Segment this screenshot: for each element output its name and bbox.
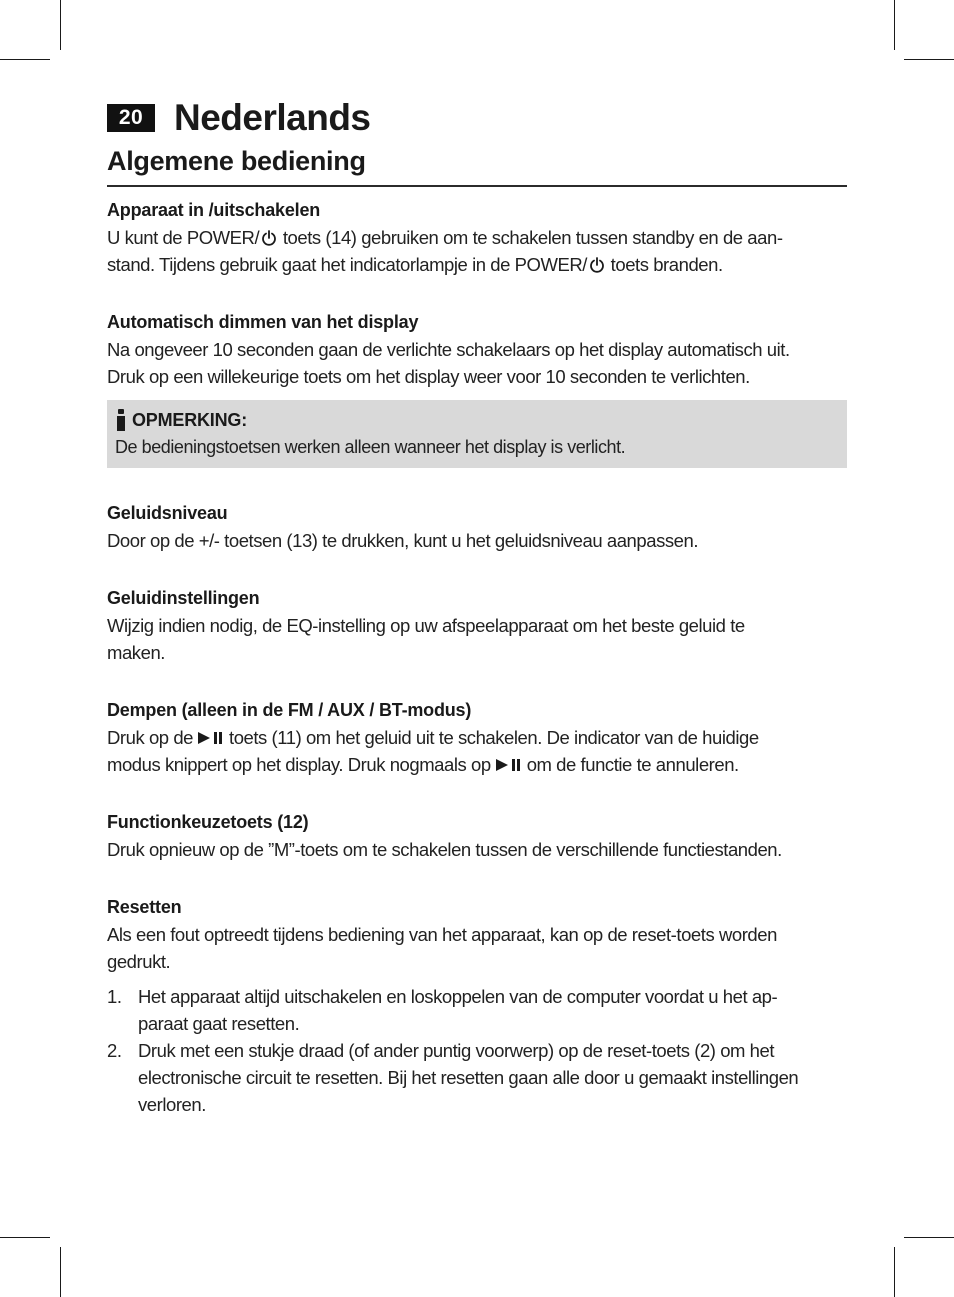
crop-mark — [894, 0, 895, 50]
text-line: gedrukt. — [107, 951, 171, 972]
crop-mark — [0, 59, 50, 60]
text-line: Als een fout optreedt tijdens bediening van het apparaat, kan op de reset-toets worden — [107, 924, 777, 945]
crop-mark — [894, 1247, 895, 1297]
power-paragraph — [107, 224, 847, 278]
power-icon — [589, 257, 605, 273]
crop-mark — [0, 1237, 50, 1238]
text-line: Druk op een willekeurige toets om het display weer voor 10 seconden te verlichten. — [107, 366, 750, 387]
page-number: 20 — [107, 104, 155, 132]
text-run: om de functie te annuleren. — [526, 754, 739, 775]
volume-text: Door op de +/- toetsen (13) te drukken, kunt u het geluidsniveau aanpassen. — [107, 530, 699, 551]
dimming-paragraph — [107, 336, 847, 390]
list-item — [107, 983, 847, 1037]
section-power — [107, 197, 847, 278]
note-heading: OPMERKING: — [132, 410, 248, 430]
text-line: electronische circuit te resetten. Bij het resetten gaan alle door u gemaakt instellingen — [138, 1067, 799, 1088]
reset-paragraph — [107, 921, 847, 975]
text-run: stand. Tijdens gebruik gaat het indicatorlampje in de POWER/ — [107, 254, 587, 275]
text-line: Wijzig indien nodig, de EQ-instelling op uw afspeelapparaat om het beste geluid te — [107, 615, 745, 636]
note-box — [107, 400, 847, 468]
list-number: 2. — [107, 1040, 122, 1061]
dimming-heading: Automatisch dimmen van het display — [107, 312, 419, 332]
reset-steps — [107, 983, 847, 1118]
note-text: De bedieningstoetsen werken alleen wanneer het display is verlicht. — [115, 437, 626, 457]
power-heading: Apparaat in /uitschakelen — [107, 200, 321, 220]
crop-mark — [904, 59, 954, 60]
list-item — [107, 1037, 847, 1118]
language-title: Nederlands — [174, 97, 371, 138]
reset-heading: Resetten — [107, 897, 182, 917]
section-title: Algemene bediening — [107, 144, 847, 187]
crop-mark — [60, 1247, 61, 1297]
section-function — [107, 809, 847, 863]
function-text: Druk opnieuw op de ”M”-toets om te schakelen tussen de verschillende functiestanden. — [107, 839, 782, 860]
text-run: toets branden. — [610, 254, 723, 275]
function-heading: Functionkeuzetoets (12) — [107, 812, 309, 832]
section-dimming — [107, 309, 847, 390]
crop-mark — [904, 1237, 954, 1238]
text-line: Druk met een stukje draad (of ander puntig voorwerp) op de reset-toets (2) om het — [138, 1040, 775, 1061]
text-line: maken. — [107, 642, 165, 663]
crop-mark — [60, 0, 61, 50]
section-volume — [107, 500, 847, 554]
power-icon — [261, 230, 277, 246]
sound-paragraph — [107, 612, 847, 666]
text-line: paraat gaat resetten. — [138, 1013, 300, 1034]
text-line: Het apparaat altijd uitschakelen en loskoppelen van de computer voordat u het ap- — [138, 986, 778, 1007]
text-line: verloren. — [138, 1094, 206, 1115]
volume-heading: Geluidsniveau — [107, 503, 228, 523]
text-run: modus knippert op het display. Druk nogmaals op — [107, 754, 491, 775]
list-number: 1. — [107, 986, 122, 1007]
section-mute — [107, 697, 847, 778]
mute-paragraph — [107, 724, 847, 778]
text-run: toets (11) om het geluid uit te schakelen. De indicator van de huidige — [229, 727, 759, 748]
text-run: Druk op de — [107, 727, 193, 748]
text-run: U kunt de POWER/ — [107, 227, 260, 248]
play-pause-icon — [195, 730, 227, 746]
section-sound — [107, 585, 847, 666]
page-header — [107, 98, 371, 138]
mute-heading: Dempen (alleen in de FM / AUX / BT-modus) — [107, 700, 472, 720]
section-reset — [107, 894, 847, 1118]
text-run: toets (14) gebruiken om te schakelen tussen standby en de aan- — [282, 227, 783, 248]
note-header — [115, 406, 839, 434]
play-pause-icon — [493, 757, 525, 773]
info-icon — [115, 409, 126, 431]
sound-heading: Geluidinstellingen — [107, 588, 260, 608]
text-line: Na ongeveer 10 seconden gaan de verlichte schakelaars op het display automatisch uit. — [107, 339, 790, 360]
